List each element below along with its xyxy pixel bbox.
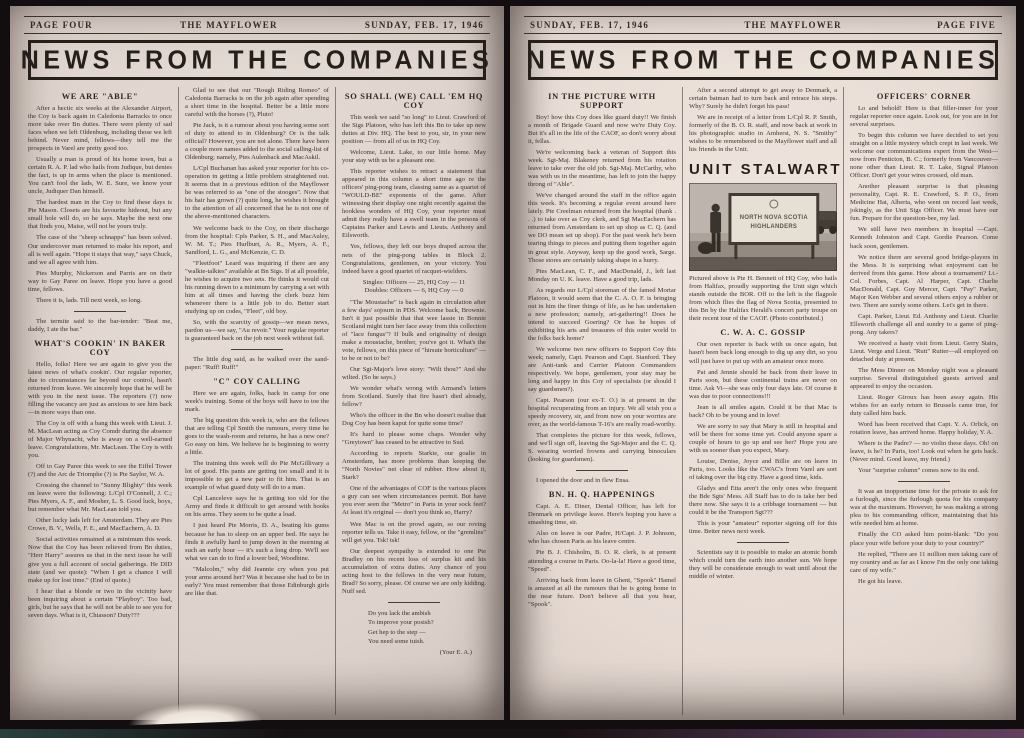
section-divider bbox=[898, 481, 950, 482]
paragraph: I just heard Pte Morris, D. A., beating his gums because he has to sleep on an upper bed. He says he finds it awfully hard to jump down in the morning at such an early hour — it's such a long drop. We'll see what we can do to find a lower bed, Woodbine. bbox=[185, 522, 329, 562]
paragraph: Glad to see that our "Rough Riding Romeo" of Caledonia Barracks is on the job again after spending a short time in the hospital. Better be a little more careful with the horses (?), Pluto! bbox=[185, 87, 329, 119]
paragraph: We welcome back to the Coy, on their discharge from the hospital: Cpls Parker, S. H., and MacAuley, W. M. T.; Ptes Hurlburt, A. R., Myers, A. F., Sandford, L. G., and McKenzie, C. D. bbox=[185, 224, 329, 256]
paragraph: Arriving back from leave in Ghent, "Spook" Hamel is amazed at all the rumours that he is going home in the near future. Don't believe all that you hear, "Spook". bbox=[528, 576, 676, 608]
paragraph: Another pleasant surprise is that pleasing personality, Capt. R. E. Crawford, S. P. O., from Medicine Hat, Alberta, who went on record last week, jokingly, as the Unit Sigs Officer. We must have our fun. Prepare for the question-bee, my lad. bbox=[850, 183, 998, 223]
paragraph: Capt. Parker, Lieut. Ed. Anthony and Lieut. Charlie Ellsworth challenge all and sundry to a game of ping-pong. Any takers? bbox=[850, 312, 998, 336]
paragraph: "The Moustache" is back again in circulation after a few days' sojourn in PDS. Welcome back, Brownie. Isn't it just possible that that wee lassie in Bonnie Scotland might turn her face away from this collection of "lace fungus"? If bulk and originality of design make a moustache, brother, you've got it. What's the vote, fellows, on this piece of "hirsute horticulture" — to be or not to be? bbox=[342, 298, 486, 362]
paragraph: We wonder what's wrong with Armand's letters from Scotland. Surely that fire hasn't died already, fellow? bbox=[342, 385, 486, 409]
kit-bag bbox=[698, 242, 714, 254]
page-five-header bbox=[524, 16, 1002, 34]
page-four-columns bbox=[22, 87, 492, 715]
paragraph: Jean is all smiles again. Could it be that Mac is back? Oh to be young and in love! bbox=[689, 403, 837, 419]
paragraph: I opened the door and in flew Ensa. bbox=[536, 477, 630, 485]
paragraph: After a hectic six weeks at the Alexander Airport, the Coy is back again in Caledonia Barracks to once more take over Bn duties. There were plenty of sad faces when we left Oldenburg, including those we left behind. Never mind, fellows—they tell me the prospects in Varel are pretty good too. bbox=[28, 105, 172, 153]
section-banner bbox=[20, 40, 494, 80]
article-headline: OFFICERS' CORNER bbox=[876, 92, 972, 101]
paragraph: Yes, fellows, they left our boys draped across the nets of the ping-pong tables in Block 2. Congratulations, gentlemen, on your victory. You indeed have a good quartet of racquet-wielders. bbox=[342, 243, 486, 275]
paragraph: Social activities remained at a minimum this week. Now that the Coy has been relieved from Bn duties, "Herr Harry" assures us that in the next issue he will give you a full account of social gatherings. He DID state (and we quote): "When I get a chance I will make up for lost time." (End of quote.) bbox=[28, 536, 172, 584]
poem-line: To improve your posish? bbox=[368, 619, 434, 627]
article-headline: SO SHALL (WE) CALL 'EM HQ COY bbox=[344, 92, 484, 110]
paragraph: He got his leave. bbox=[858, 577, 903, 585]
photo-image bbox=[689, 183, 837, 271]
column-3 bbox=[335, 87, 492, 715]
paragraph: After a second attempt to get away to Denmark, a certain batman had to turn back and retrace his steps. Why? Surely he didn't forget his pass! bbox=[689, 87, 837, 111]
poem bbox=[368, 609, 486, 658]
score-line: Singles: Officers — 25, HQ Coy — 11 bbox=[362, 278, 466, 286]
paragraph: That completes the picture for this week, fellows, and we'll sign off, leaving the Sgt-Major and the C. Q. S. wearing worried frowns and carrying binoculars (looking for guardsmen). bbox=[528, 432, 676, 464]
paragraph: Capt. Pearson (our ex-T. O.) is at present in the hospital recuperating from an injury. We all wish you a speedy recovery, sir, and from now on your worries are over, as the world-famous T-16's are really road-worthy. bbox=[528, 397, 676, 429]
paragraph: The big question this week is, who are the fellows that are telling Cpl Smith the rumours, every time he goes to the wash-room and returns, he has a new one? Go easy on him. We believe he is beginning to worry a little. bbox=[185, 417, 329, 457]
paragraph: We are sorry to say that Mary is still in hospital and will be there for some time yet. Could anyone spare a couple of hours to go up and see her? Hope you are with us sooner than you expect, Mary. bbox=[689, 422, 837, 454]
article-headline: C. W. A. C. GOSSIP bbox=[720, 328, 806, 338]
issue-date: SUNDAY, FEB. 17, 1946 bbox=[530, 20, 650, 30]
paragraph: Crossing the channel to "Sunny Blighty" this week on leave were the following: L/Cpl O'Connell, J. C.; Ptes Myers, A. F., and Mosher, L. S. Good luck, boys, but remember what Mr. MacLean told you. bbox=[28, 482, 172, 514]
paragraph: Lo and behold! Here is that filler-inner for your regular reporter once again. Look out, for you are in for several surprises. bbox=[850, 105, 998, 129]
section-banner-text: NEWS FROM THE COMPANIES bbox=[20, 44, 494, 75]
paragraph: Where is the Padre? — no violin these days. Oh! on leave, is he? In Paris, too! Look out when he gets back. (Never mind. Good leave, my friend.) bbox=[850, 440, 998, 464]
section-banner-text: NEWS FROM THE COMPANIES bbox=[526, 44, 1000, 75]
section-divider bbox=[74, 311, 126, 312]
paragraph: Pte B. J. Chisholm, B. O. R. clerk, is at present attending a course in Paris. Oo-la-la! Have a good time, "Speed". bbox=[528, 549, 676, 573]
paragraph: Other lucky lads left for Amsterdam. They are Ptes Crowe, B. V., Wells, F. E., and MacEachern, A. D. bbox=[28, 517, 172, 533]
paragraph: Our Sgt-Major's love story: "Wilt thou?" And she wilted. (So he says.) bbox=[342, 365, 486, 381]
sign-line2: HIGHLANDERS bbox=[750, 224, 798, 231]
poem-signature: (Your E. A.) bbox=[439, 648, 472, 656]
masthead: THE MAYFLOWER bbox=[180, 20, 278, 30]
paragraph: This is your "amateur" reporter signing off for this time. Better news next week. bbox=[689, 520, 837, 536]
paragraph: Gladys and Etta aren't the only ones who frequent the Bde Sgts' Mess. All Staff has to do is take her bed there now. She says it is a cribbage tournament — but could it be the Transport Sgt??? bbox=[689, 484, 837, 517]
paragraph: We welcome two new officers to Support Coy this week; namely, Capt. Pearson and Capt. Stanford. They are Anti-tank and Carrier Platoon Commanders respectively. We hope, gentlemen, your stay may be long and happy in this Coy of specialists (or should I say guardsmen?). bbox=[528, 345, 676, 393]
paragraph: As regards our L/Cpl storeman of the famed Mortar Platoon, it would seem that the C. A. O. F. is bringing out in him the finer things of life, as he has undertaken a new profession; namely, art-gathering!! Does he intend to succeed Goering? Or has he hopes of exhibiting his arts and treasures of this outer world to the folks back home? bbox=[528, 286, 676, 342]
score-block bbox=[342, 279, 486, 296]
sign-line1: NORTH NOVA SCOTIA bbox=[739, 215, 808, 222]
paragraph: We've changed around the staff in the office again this week. It's becoming a regular event around here lately. Pte Creelman returned from the hospital (thank . . .) to take over as Coy clerk, and Sgt MacEachern has returned from Amsterdam to set up shop as C. Q. (and we DO mean set up shop). For the past week he's been tearing things to pieces and putting them together again in great style. Anyway, keep up the good work, Sarge. Those stores are certainly taking shape in a hurry. bbox=[528, 192, 676, 264]
paragraph: It was an inopportune time for the private to ask for a furlough, since the furlough quota for his company was at the maximum. However, he was making a strong plea to his commanding officer, maintaining that his wife needed him at home. bbox=[850, 488, 998, 528]
page-five-columns bbox=[522, 87, 1004, 715]
paragraph: I hear that a blonde or two in the vicinity have been inquiring about a certain "Playboy". Too bad, girls, but he says that he will not be able to see you for seven days. What is it, Chiasson? Duty??? bbox=[28, 587, 172, 619]
article-headline: IN THE PICTURE WITH SUPPORT bbox=[548, 92, 656, 110]
paragraph: We received a hasty visit from Lieut. Gerry Stairs, Lieut. Verge and Lieut. "Rutt" Rutter—all employed on detached duty at present. bbox=[850, 339, 998, 363]
article-headline: "C" COY CALLING bbox=[213, 377, 301, 386]
paragraph: Who's the officer in the Bn who doesn't realise that Dog Coy has been kaput for quite some time? bbox=[342, 412, 486, 428]
score-line: Doubles: Officers — 6, HQ Coy — 0 bbox=[364, 287, 464, 295]
paragraph: We notice there are several good bridge-players in the Mess. It is surprising what enjoyment can be derived from this game. How about a tournament? Lt.-Col. Forbes, Capt. Al Harper, Capt. Charlie MacDonald, Capt. Guy Mercer, Capt. "Pay" Parker, Major Ken Webber and several others enjoy a rubber or two. There are surely some others. Let's get in there. bbox=[850, 253, 998, 309]
paragraph: Your "surprise column" comes now to its end. bbox=[858, 467, 980, 475]
paragraph: This reporter wishes to retract a statement that appeared in this column a short time ago re the officers' ping-pong team, classing same as a quartet of "WOULD-BE" exponents of the game. After witnessing their display one night recently against the hookless wonders of HQ Coy, your reporter must admit they really have a swell team in the persons of Captains Parker and Lewis and Lieuts. Anthony and Eilsworth. bbox=[342, 168, 486, 240]
section-divider bbox=[388, 602, 440, 603]
scan-edge-artifact bbox=[0, 729, 1024, 738]
paragraph: Capt. A. E. Diner, Dental Officer, has left for Denmark on privilege leave. Here's hoping you have a smashing time, sir. bbox=[528, 503, 676, 527]
paragraph: Louise, Denise, Joyce and Billie are on leave in Paris, too. Looks like the CWAC's from Varel are sort of taking over the big city. Have a good time, kids. bbox=[689, 457, 837, 481]
paragraph: The Mess Dinner on Monday night was a pleasant surprise. Several distinguished guests arrived and appeared to enjoy the occasion. bbox=[850, 366, 998, 390]
paragraph: There it is, lads. Till next week, so long. bbox=[36, 296, 142, 304]
section-divider bbox=[231, 349, 283, 350]
paragraph: Welcome, Lieut. Lake, to our little home. May your stay with us be a pleasant one. bbox=[342, 149, 486, 165]
column-3 bbox=[843, 87, 1004, 715]
paragraph: Also on leave is our Padre, H/Capt. J. P. Johnson, who has chosen Paris as his leave centre. bbox=[528, 530, 676, 546]
paragraph: One of the advantages of COF is the various places a guy can see when circumstances permit. But have you ever seen the "Metro" in Paris in your sock feet? At least it's original — don't you think so, Harry? bbox=[342, 485, 486, 517]
paragraph: The Coy is off with a bang this week with Lieut. J. M. MacLean acting as Coy Comdr during the absence of Major Whynacht, who is away on a well-earned leave. Congratulations, Mr. MacLean. The Coy is with you. bbox=[28, 420, 172, 460]
paragraph: Ptes Murphy, Nickerson and Parris are on their way to Gay Paree on leave. Hope you have a good time, fellows. bbox=[28, 269, 172, 293]
paragraph: Scientists say it is possible to make an atomic bomb which could turn the earth into another sun. We hope they will be considerate enough to wait until about the middle of winter. bbox=[689, 549, 837, 581]
page-number: PAGE FOUR bbox=[30, 20, 93, 30]
paragraph: To begin this column we have decided to set you straight on a little mystery which crept in last week. We welcome our communications expert from the West—now from Penticton, B. C.; formerly from Vancouver—none other than Lieut. R. T. Lake, Signal Platoon Officer. Don't get your wires crossed, old man. bbox=[850, 132, 998, 180]
paragraph: He replied, "There are 11 million men taking care of my country and as far as I know I'm the only one taking care of my wife." bbox=[850, 550, 998, 574]
page-five bbox=[510, 6, 1016, 720]
paragraph: According to reports Starkie, our goalie in Amsterdam, has more problems than keeping the "North Novies" net clear of rubber. How about it, Stark? bbox=[342, 450, 486, 482]
page-four bbox=[10, 6, 504, 720]
masthead: THE MAYFLOWER bbox=[744, 20, 842, 30]
paper-tear bbox=[120, 692, 271, 725]
paragraph: Off to Gay Paree this week to see the Eiffel Tower (?) and the Arc de Triomphe (?) is Pte Saylor, W. A. bbox=[28, 463, 172, 479]
paragraph: Pte Jack, is it a rumour about you having some sort of duty to attend to in Oldenburg? Or is the talk official? However, you are not alone. There have been a couple more names added to the social calling-list of Oldenburg; namely, Ptes Aulenback and MacAskil. bbox=[185, 122, 329, 162]
paragraph: Lieut. Roger Giroux has been away again. His wishes for an early return to Brussels came true, for duty called him back. bbox=[850, 394, 998, 418]
photo-headline: UNIT STALWART bbox=[689, 161, 843, 179]
paragraph: The termite said to the bar-tender: "Beat me, daddy, I ate the bar." bbox=[28, 317, 172, 333]
article-headline: WE ARE "ABLE" bbox=[61, 92, 139, 101]
paragraph: The case of the "sheep schnapps" has been solved. Our undercover man returned to make his report, and all is well again. "Hope it stays that way," says Chuck, and we all agree with him. bbox=[28, 234, 172, 266]
soldier-figure bbox=[711, 204, 719, 212]
column-2 bbox=[178, 87, 335, 715]
paragraph: Cpl Lanceleve says he is getting too old for the Army and finds it difficult to get around with hooks on his arms. They seem to be quite a load. bbox=[185, 495, 329, 519]
paragraph: Our own reporter is back with us once again, but hasn't been back long enough to dig up any dirt, so you will just have to put up with an amateur once more. bbox=[689, 341, 837, 365]
paragraph: L/Cpl Buchanan has asked your reporter for his co-operation in getting a little problem straightened out. It seems that in a previous edition of the Mayflower he was referred to as "one of the stooges". Now that his hair has grown (?) quite long, he wishes it brought to the attention of all concerned that he is not one of the above-mentioned characters. bbox=[185, 165, 329, 221]
paragraph: We're welcoming back a veteran of Support this week. Sgt-Maj. Blakeney returned from his rotation leave to take over the old job. Sgt-Maj. McCarthy, who was with us in the meantime, has left to join the happy throng of "Able". bbox=[528, 149, 676, 189]
poem-line: You need some tuish. bbox=[368, 638, 425, 646]
paragraph: So, with the scarcity of gossip—we mean news, pardon us—we say, "Au revoir." Your regular reporter is guaranteed back on the job next week without fail. bbox=[185, 318, 329, 342]
paragraph: Usually a man is proud of his home town, but a certain R. A. P. lad who hails from Judique, but denies the fact, is up in arms when the place is mentioned. You can't fool the lads, W. E. Sure, we know your uncle, Judiquer Dan himself. bbox=[28, 156, 172, 196]
paragraph: Our deepest sympathy is extended to one Pte Bradley on his recent loss of surplus kit and his accumulation of extra duties. Any chance of you acting host to the fellows in the very near future, Brad? So sorry, please. Of course we are only kidding. Nuff sed. bbox=[342, 547, 486, 595]
paragraph: The training this week will do Pte McGillivary a lot of good. His pants are getting too small and it is impossible to get a new pair to fit him. That is an example of what guard duty will do to a man. bbox=[185, 460, 329, 492]
paragraph: This week we said "so long" to Lieut. Crawford of the Sigs Platoon, who has left this Bn to take up new duties at Div. HQ. The best to you, sir, in your new position — from all of us in HQ Coy. bbox=[342, 114, 486, 146]
page-four-header bbox=[24, 16, 490, 34]
paragraph: Hello, folks! Here we are again to give you the latest news of what's cookin'. Our regular reporter, due to circumstances far beyond our control, hasn't returned from leave. We sincerely hope that he will be with you in the next issue. The reporters (?) now filling the vacancy are just as anxious to see him back—in more ways than one. bbox=[28, 360, 172, 416]
paragraph: Finally the CO asked him point-blank: "Do you place your wife before your duty to your country?" bbox=[850, 531, 998, 547]
column-2 bbox=[682, 87, 843, 715]
column-1 bbox=[522, 87, 682, 715]
section-divider bbox=[737, 542, 789, 543]
paragraph: Here we are again, folks, back in camp for one week's training. Some of the boys will have to toe the mark. bbox=[185, 390, 329, 414]
poem-line: Do you lack the ambish bbox=[368, 609, 431, 617]
paragraph: The little dog said, as he walked over the sand-paper: "Ruff! Ruff!" bbox=[185, 355, 329, 371]
paragraph: We are in receipt of a letter from L/Cpl R. P. Smith, formerly of the B. O. R. staff, and now back at work in his photographic studio in Amherst, N. S. "Smithy" wishes to be remembered to the Mayflower staff and all his friends in the Unit. bbox=[689, 114, 837, 154]
poem-line: Get hep to the step — bbox=[368, 628, 426, 636]
paragraph: Pat and Jennie should be back from their leave in Paris soon, but these continental trains are never on time. Ask Vi—she was only four days late. Of course it was due to poor connections!!! bbox=[689, 368, 837, 400]
paragraph: Wee Mac is on the prowl again, so our roving reporter tells us. Take it easy, fellow, or the "gremlins" will get you. Tsk! tsk! bbox=[342, 520, 486, 544]
article-headline: WHAT'S COOKIN' IN BAKER COY bbox=[34, 338, 166, 357]
paragraph: Word has been received that Capt. Y. A. Orlick, on rotation leave, has arrived home. Happy holiday, Y. A. bbox=[850, 421, 998, 437]
paragraph: "Fleetfoot" Leard was inquiring if there are any "walkie-talkies" available at Bn Sigs. If at all possible, he wishes to acquire two sets. He thinks it would cut his running down to a minimum by carrying a set with him at all times and having the clerk buzz him whenever there is a little job to do. Better start studying up on codes, "Fleet", old boy. bbox=[185, 259, 329, 315]
paragraph: We still have two members in hospital —Capt. Kenneth Johnston and Capt. Gordie Pearson. Come back soon, gentlemen. bbox=[850, 226, 998, 250]
issue-date: SUNDAY, FEB. 17, 1946 bbox=[364, 20, 484, 30]
paragraph: The hardest man in the Coy to find these days is Pte Mason. Closets are his favourite hideout, but any small hole will do, so he says. Maybe the next one that finds you, Maise, will not be yours truly. bbox=[28, 199, 172, 231]
page-number: PAGE FIVE bbox=[937, 20, 996, 30]
paragraph: "Malcolm," why did Jeannie cry when you put your arms around her? Was it because she had to be in early? You must remember that those Edinburgh girls are like that. bbox=[185, 565, 329, 597]
paragraph: Ptes MacLean, C. F., and MacDonald, J., left last Monday on U. K. leave. Have a good trip, lads. bbox=[528, 267, 676, 283]
section-banner bbox=[528, 40, 998, 80]
photo-caption: Pictured above is Pte H. Bennett of HQ Coy, who hails from Halifax, proudly supporting the Unit sign which stands outside the BOR. Off to the left is the flagpole from which flies the flag of Nova Scotia, presented to this Bn by the Halifax Herald's concert party troupe on their recent tour of the CAOF. (Photo contributed.) bbox=[689, 275, 837, 323]
paragraph: It's hard to please some chaps. Wonder why "Greytown" has ceased to be attractive to Sud. bbox=[342, 431, 486, 447]
section-divider bbox=[576, 470, 628, 471]
article-headline: BN. H. Q. HAPPENINGS bbox=[548, 490, 656, 500]
unit-stalwart-photo bbox=[689, 183, 837, 271]
paragraph: Boy! how this Coy does like guard duty!! We finish a month of Brigade Guard and now we're Duty Coy. But it's all in the life of the CAOF, so don't worry about it, fellas. bbox=[528, 114, 676, 146]
column-1 bbox=[22, 87, 178, 715]
